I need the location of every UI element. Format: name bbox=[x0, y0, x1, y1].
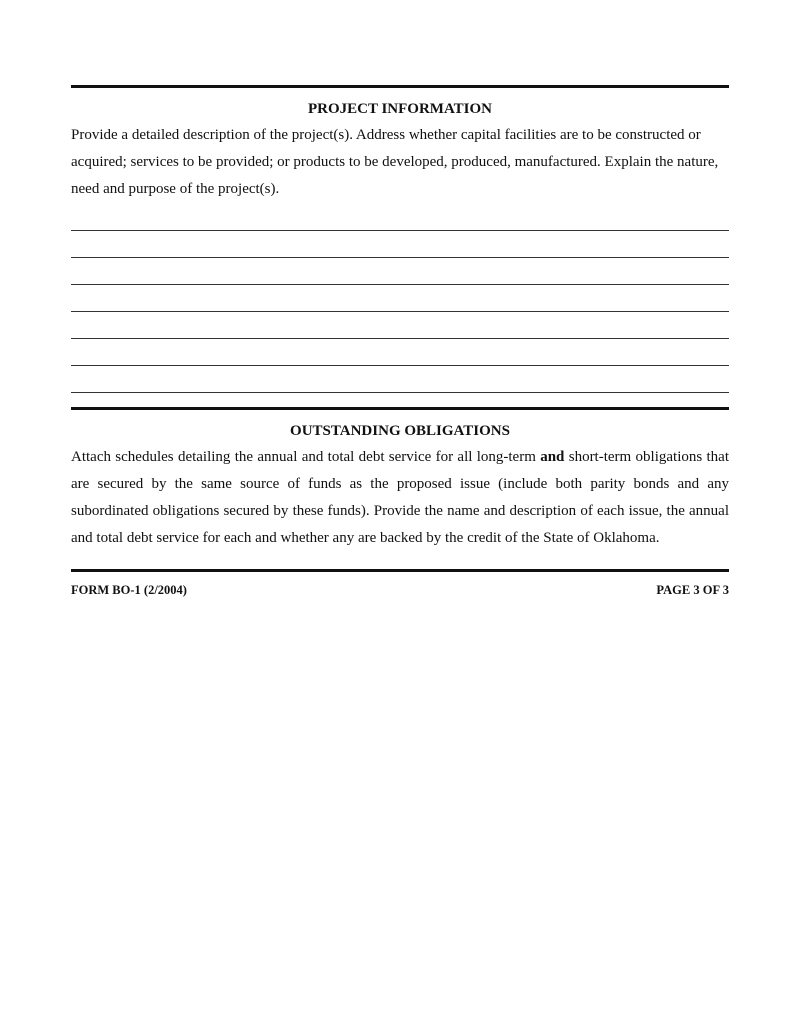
blank-answer-line[interactable] bbox=[71, 217, 729, 244]
page-number: PAGE 3 OF 3 bbox=[656, 583, 729, 597]
middle-divider bbox=[71, 407, 729, 410]
obligations-text-part-1: Attach schedules detailing the annual and total debt service for all long-term bbox=[71, 449, 541, 465]
form-id: FORM BO-1 (2/2004) bbox=[71, 583, 187, 597]
form-page bbox=[71, 85, 729, 598]
blank-answer-line[interactable] bbox=[71, 298, 729, 325]
top-divider bbox=[71, 85, 729, 88]
project-information-instructions: Provide a detailed description of the project(s). Address whether capital facilities are to be constructed or acquired; services to be provided; or products to be developed, produced, manufactured. Explain the nature, need and purpose of the project(s). bbox=[71, 127, 719, 197]
outstanding-obligations-instructions bbox=[71, 444, 729, 552]
project-description-lines bbox=[71, 217, 729, 406]
page-footer bbox=[71, 583, 729, 598]
obligations-text-part-2: short-term obligations that are secured by the same source of funds as the proposed issue (include both parity bonds and any subordinated obligations secured by these funds). Provide the name and description of each issue, the annual and total debt service for each and whether any are backed by the credit of the State of Oklahoma. bbox=[71, 449, 730, 546]
footer-divider bbox=[71, 569, 729, 572]
blank-answer-line[interactable] bbox=[71, 244, 729, 271]
outstanding-obligations-section bbox=[71, 421, 729, 552]
blank-answer-line[interactable] bbox=[71, 352, 729, 379]
project-information-heading: PROJECT INFORMATION bbox=[307, 101, 493, 117]
blank-answer-line[interactable] bbox=[71, 325, 729, 352]
blank-answer-line[interactable] bbox=[71, 271, 729, 298]
outstanding-obligations-heading: OUTSTANDING OBLIGATIONS bbox=[290, 423, 510, 439]
obligations-bold-and: and bbox=[540, 449, 565, 465]
project-information-section bbox=[71, 99, 729, 406]
blank-answer-line[interactable] bbox=[71, 379, 729, 406]
